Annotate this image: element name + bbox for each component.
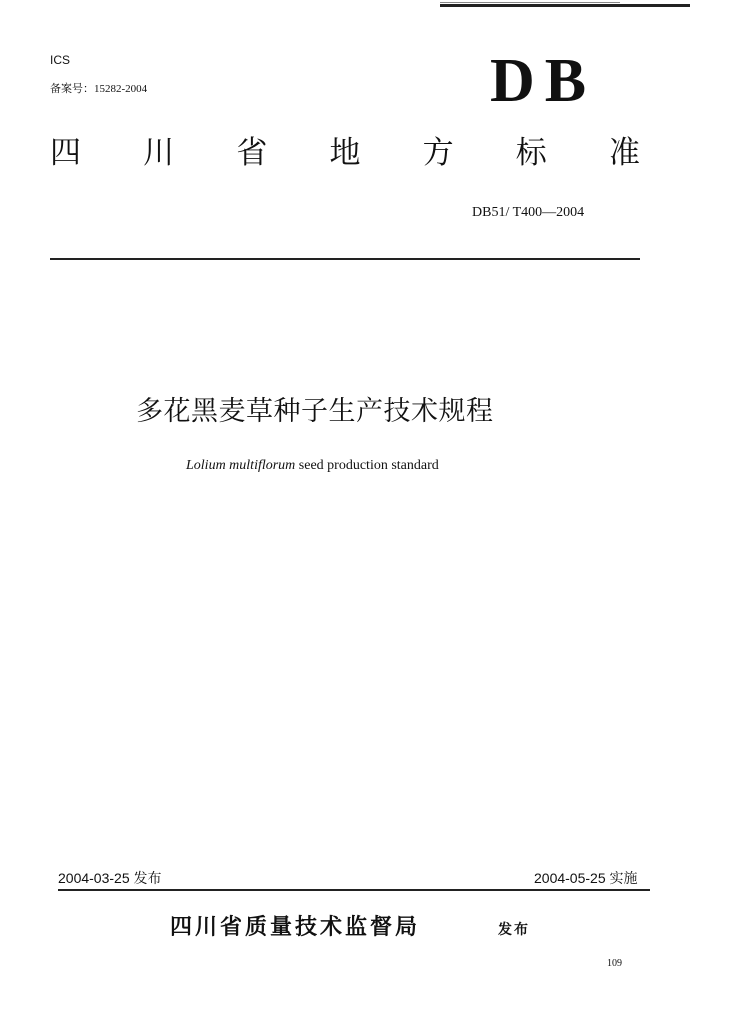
standard-type-char: 方	[422, 135, 454, 171]
title-chinese: 多花黑麦草种子生产技术规程	[136, 396, 494, 427]
title-english-latin: Lolium multiflorum	[186, 458, 296, 473]
standard-type-char: 准	[608, 135, 640, 171]
title-english-rest: seed production standard	[295, 458, 439, 473]
implementation-date: 2004-05-25 实施	[534, 870, 638, 886]
standard-type-char: 省	[236, 135, 268, 171]
top-rule-thin	[440, 2, 620, 3]
standard-type-char: 川	[143, 135, 175, 171]
standard-type-char: 标	[515, 135, 547, 171]
issue-date: 2004-03-25 发布	[58, 870, 162, 886]
footer-divider	[58, 889, 650, 891]
header-divider	[50, 258, 640, 260]
standard-code: DB51/ T400—2004	[472, 205, 585, 220]
record-number: 备案号：15282-2004	[50, 83, 148, 95]
publisher-suffix: 发布	[498, 922, 530, 938]
db-logo: DB	[490, 47, 597, 115]
title-english	[186, 458, 439, 474]
standard-type	[50, 135, 640, 171]
publisher: 四川省质量技术监督局	[170, 915, 421, 940]
page-number: 109	[607, 958, 622, 969]
standard-type-char: 地	[329, 135, 361, 171]
top-rule	[440, 4, 690, 7]
standard-type-char: 四	[50, 135, 81, 171]
ics-label: ICS	[50, 53, 71, 67]
